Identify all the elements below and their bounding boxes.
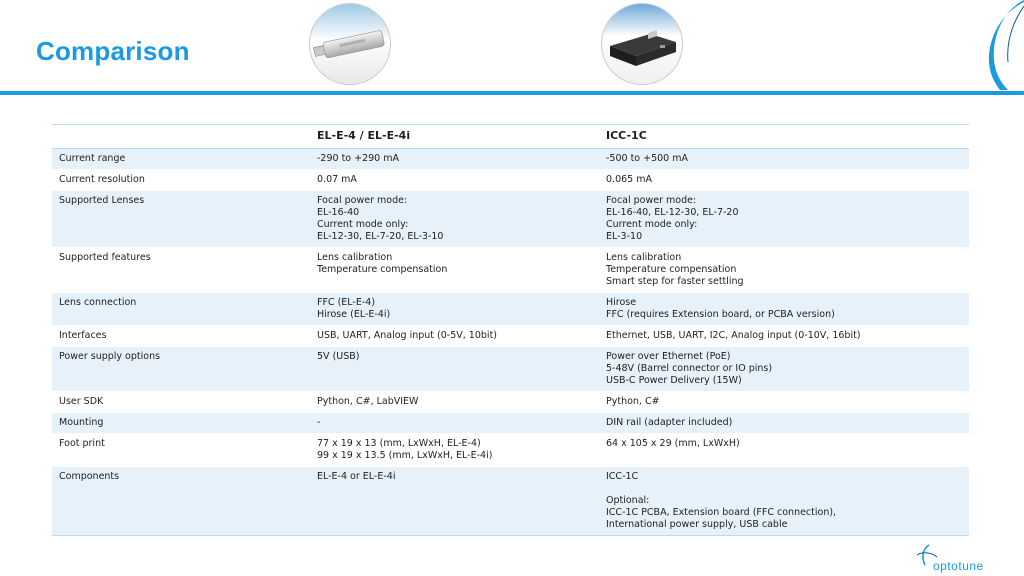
table-row: [52, 248, 969, 293]
cell-line: Focal power mode:: [606, 195, 697, 206]
cell-el-e-4: [310, 326, 599, 347]
cell-line: Current mode only:: [606, 219, 698, 230]
cell-el-e-4: [310, 293, 599, 326]
table-row: [52, 467, 969, 536]
cell-line: -: [317, 417, 321, 428]
table-header-row: [52, 125, 969, 149]
cell-line: Focal power mode:: [317, 195, 408, 206]
cell-line: Hirose: [606, 297, 637, 308]
brand-swoosh-graphic: [964, 0, 1024, 90]
row-label: User SDK: [52, 392, 310, 413]
table-row: [52, 293, 969, 326]
cell-line: EL-E-4 or EL-E-4i: [317, 471, 396, 482]
cell-el-e-4: [310, 191, 599, 248]
cell-icc-1c: [599, 392, 969, 413]
cell-el-e-4: [310, 434, 599, 467]
cell-line: ICC-1C PCBA, Extension board (FFC connection),: [606, 507, 837, 518]
cell-line: Ethernet, USB, UART, I2C, Analog input (0-10V, 16bit): [606, 330, 861, 341]
cell-line: EL-12-30, EL-7-20, EL-3-10: [317, 231, 444, 242]
row-label: Supported features: [52, 248, 310, 293]
cell-line: 64 x 105 x 29 (mm, LxWxH): [606, 438, 740, 449]
cell-icc-1c: [599, 248, 969, 293]
cell-el-e-4: [310, 170, 599, 191]
cell-line: USB-C Power Delivery (15W): [606, 375, 742, 386]
cell-line: Current mode only:: [317, 219, 409, 230]
cell-icc-1c: [599, 191, 969, 248]
table-row: [52, 434, 969, 467]
cell-icc-1c: [599, 149, 969, 170]
cell-icc-1c: [599, 413, 969, 434]
header-cell-el-e-4: EL-E-4 / EL-E-4i: [310, 125, 599, 149]
cell-line: Temperature compensation: [317, 264, 448, 275]
cell-line: EL-3-10: [606, 231, 643, 242]
cell-line: 0.065 mA: [606, 174, 652, 185]
row-label: Interfaces: [52, 326, 310, 347]
cell-line: International power supply, USB cable: [606, 519, 788, 530]
cell-line: Hirose (EL-E-4i): [317, 309, 391, 320]
row-label: Mounting: [52, 413, 310, 434]
row-label: Lens connection: [52, 293, 310, 326]
cell-line: ICC-1C: [606, 471, 639, 482]
cell-line: EL-16-40: [317, 207, 360, 218]
cell-el-e-4: [310, 347, 599, 392]
cell-el-e-4: [310, 248, 599, 293]
cell-icc-1c: [599, 170, 969, 191]
row-label: Supported Lenses: [52, 191, 310, 248]
cell-line: Python, C#: [606, 396, 660, 407]
product-image-icc-1c: [601, 3, 683, 85]
cell-line: Lens calibration: [606, 252, 682, 263]
cell-line: USB, UART, Analog input (0-5V, 10bit): [317, 330, 497, 341]
cell-icc-1c: [599, 434, 969, 467]
row-label: Foot print: [52, 434, 310, 467]
product-image-el-e-4: [309, 3, 391, 85]
cell-el-e-4: [310, 149, 599, 170]
page-title: Comparison: [36, 36, 190, 66]
cell-line: Smart step for faster settling: [606, 276, 744, 287]
cell-line: 0.07 mA: [317, 174, 357, 185]
table-row: [52, 191, 969, 248]
cell-icc-1c: [599, 347, 969, 392]
optotune-logo-text: optotune: [933, 559, 984, 573]
row-label: Current resolution: [52, 170, 310, 191]
cell-line: 5V (USB): [317, 351, 360, 362]
cell-icc-1c: [599, 467, 969, 536]
row-label: Current range: [52, 149, 310, 170]
cell-line: Temperature compensation: [606, 264, 737, 275]
table-row: [52, 392, 969, 413]
row-label: Power supply options: [52, 347, 310, 392]
cell-line: -290 to +290 mA: [317, 153, 400, 164]
cell-el-e-4: [310, 467, 599, 536]
cell-line: Power over Ethernet (PoE): [606, 351, 731, 362]
table-row: [52, 149, 969, 170]
cell-icc-1c: [599, 293, 969, 326]
table-row: [52, 170, 969, 191]
cell-line: FFC (requires Extension board, or PCBA version): [606, 309, 835, 320]
comparison-table: [52, 124, 969, 536]
cell-el-e-4: [310, 413, 599, 434]
table-row: [52, 347, 969, 392]
header-cell-icc-1c: ICC-1C: [599, 125, 969, 149]
cell-line: Optional:: [606, 495, 650, 506]
cell-line: FFC (EL-E-4): [317, 297, 376, 308]
row-label: Components: [52, 467, 310, 536]
cell-icc-1c: [599, 326, 969, 347]
table-row: [52, 413, 969, 434]
cell-line: DIN rail (adapter included): [606, 417, 733, 428]
cell-el-e-4: [310, 392, 599, 413]
header-divider: [0, 91, 1024, 95]
table-row: [52, 326, 969, 347]
cell-line: [606, 483, 962, 495]
cell-line: 5-48V (Barrel connector or IO pins): [606, 363, 773, 374]
header-cell: [52, 125, 310, 149]
cell-line: -500 to +500 mA: [606, 153, 689, 164]
cell-line: 77 x 19 x 13 (mm, LxWxH, EL-E-4): [317, 438, 481, 449]
cell-line: Python, C#, LabVIEW: [317, 396, 419, 407]
cell-line: 99 x 19 x 13.5 (mm, LxWxH, EL-E-4i): [317, 450, 493, 461]
cell-line: Lens calibration: [317, 252, 393, 263]
cell-line: EL-16-40, EL-12-30, EL-7-20: [606, 207, 739, 218]
